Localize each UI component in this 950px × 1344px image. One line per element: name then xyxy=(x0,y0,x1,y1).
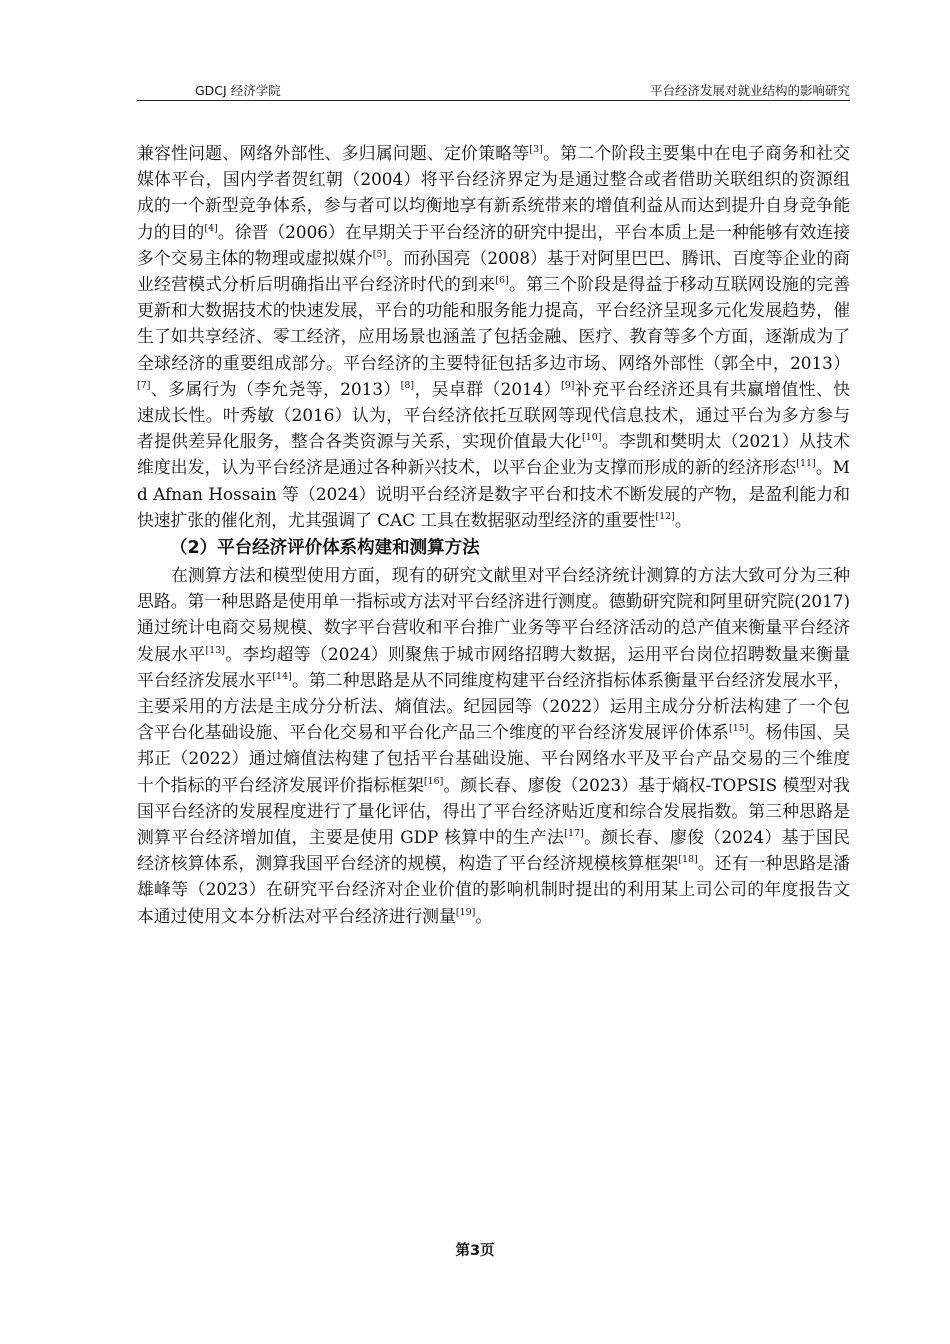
citation: [10] xyxy=(582,432,602,444)
text-run: 。还有一种思路是潘雄峰等（2023）在研究平台经济对企业价值的影响机制时提出的利用某上司公司的年度报告文本通过使用文本分析法对平台经济进行测量 xyxy=(137,853,850,926)
citation: [3] xyxy=(529,144,543,155)
citation: [9] xyxy=(561,379,575,391)
citation: [12] xyxy=(655,510,675,522)
text-run: 。第二种思路是从不同维度构建平台经济指标体系衡量平台经济发展水平，主要采用的方法是主成分分析法、熵值法。纪园园等（2022）运用主成分分析法构建了一个包含平台化基础设施、平台化交易和平台化产品三个维度的平台经济发展评价体系 xyxy=(137,669,850,743)
header-institution: GDCJ 经济学院 xyxy=(195,83,281,98)
citation: [14] xyxy=(272,670,292,682)
page-header xyxy=(137,78,850,101)
text-run: 。而孙国亮（2008）基于对阿里巴巴、腾讯、百度等企业的商业经营模式分析后明确指出平台经济时代的到来 xyxy=(137,247,850,295)
citation: [6] xyxy=(495,275,509,287)
citation: [16] xyxy=(423,775,444,787)
citation: [4] xyxy=(204,222,218,234)
text-run: 在测算方法和模型使用方面，现有的研究文献里对平台经济统计测算的方法大致可分为三种思路。第一种思路是使用单一指标或方法对平台经济进行测度。德勤研究院和阿里研究院(2017)通过统计电商交易规模、数字平台营收和平台推广业务等平台经济活动的总产值来衡量平台经济发展水平 xyxy=(137,565,850,664)
citation: [7] xyxy=(137,379,151,391)
text-run: 。第二个阶段主要集中在电子商务和社交媒体平台，国内学者贺红朝（2004）将平台经济界定为是通过整合或者借助关联组织的资源组成的一个新型竞争体系，参与者可以均衡地享有新系统带来的增值利益从而达到提升自身竞争能力的目的 xyxy=(137,143,850,242)
text-run: 。Md Afnan Hossain 等（2024）说明平台经济是数字平台和技术不断发展的产物，是盈利能力和快速扩张的催化剂，尤其强调了 CAC 工具在数据驱动型经济的重要性 xyxy=(137,457,850,530)
text-run: 兼容性问题、网络外部性、多归属问题、定价策略等 xyxy=(137,143,530,163)
text-run: 。 xyxy=(475,905,493,926)
citation: [5] xyxy=(372,248,387,260)
citation: [17] xyxy=(564,828,584,840)
text-run: 补充平台经济还具有共赢增值性、快速成长性。叶秀敏（2016）认为，平台经济依托互联网等现代信息技术，通过平台为多方参与者提供差异化服务，整合各类资源与关系，实现价值最大化 xyxy=(137,378,850,452)
text-run: 。颜长春、廖俊（2024）基于国民经济核算体系，测算我国平台经济的规模，构造了平台经济规模核算框架 xyxy=(137,827,850,874)
page-number: 第3页 xyxy=(455,1243,495,1259)
text-run: 。徐晋（2006）在早期关于平台经济的研究中提出，平台本质上是一种能够有效连接多个交易主体的物理或虚拟媒介 xyxy=(137,221,850,268)
citation: [19] xyxy=(455,906,476,918)
citation: [15] xyxy=(728,723,749,735)
body-paragraph-1 xyxy=(137,140,850,533)
text-run: 。颜长春、廖俊（2023）基于熵权-TOPSIS 模型对我国平台经济的发展程度进行了量化评估，得出了平台经济贴近度和综合发展指数。第三种思路是测算平台经济增加值，主要是使用 GDP 核算中的生产法 xyxy=(137,774,850,848)
text-run: 。 xyxy=(674,509,692,530)
text-run: 。李均超等（2024）则聚焦于城市网络招聘大数据，运用平台岗位招聘数量来衡量平台经济发展水平 xyxy=(137,643,850,690)
text-run: 。第三个阶段是得益于移动互联网设施的完善更新和大数据技术的快速发展，平台的功能和服务能力提高，平台经济呈现多元化发展趋势，催生了如共享经济、零工经济，应用场景也涵盖了包括金融、医疗、教育等多个方面，逐渐成为了全球经济的重要组成部分。平台经济的主要特征包括多边市场、网络外部性（郭全中，2013） xyxy=(137,274,850,373)
citation: [13] xyxy=(205,644,225,656)
section-heading: （2）平台经济评价体系构建和测算方法 xyxy=(170,538,480,559)
page-body xyxy=(137,140,850,929)
text-run: ，吴卓群（2014） xyxy=(414,378,562,399)
body-paragraph-2 xyxy=(137,562,850,929)
citation: [11] xyxy=(796,458,816,470)
citation: [18] xyxy=(678,854,698,866)
text-run: 。李凯和樊明太（2021）从技术维度出发，认为平台经济是通过各种新兴技术，以平台企业为支撑而形成的新的经济形态 xyxy=(137,431,850,478)
text-run: 、多属行为（李允尧等，2013） xyxy=(150,378,401,399)
header-title: 平台经济发展对就业结构的影响研究 xyxy=(649,83,850,98)
citation: [8] xyxy=(400,379,415,391)
text-run: 。杨伟国、吴邦正（2022）通过熵值法构建了包括平台基础设施、平台网络水平及平台产品交易的三个维度十个指标的平台经济发展评价指标框架 xyxy=(137,722,850,795)
